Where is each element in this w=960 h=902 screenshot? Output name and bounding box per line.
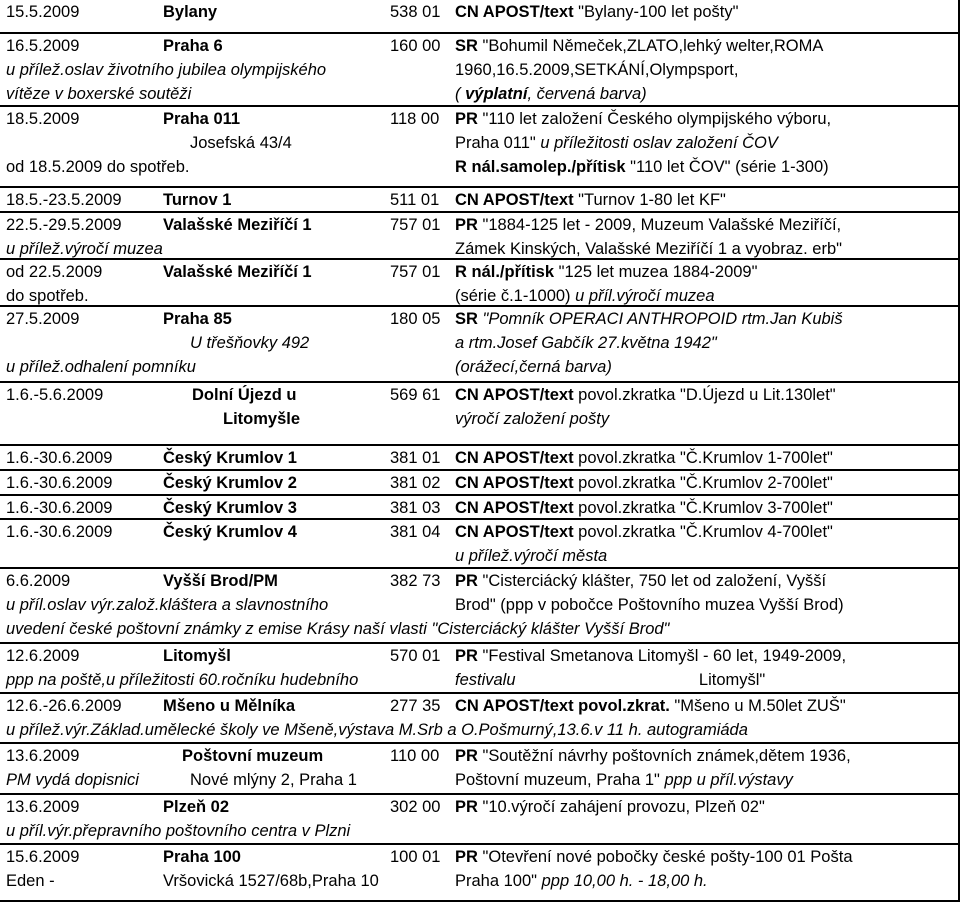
entry-postal-code: 757 01 — [390, 263, 441, 281]
entry-post-office-address: Josefská 43/4 — [190, 134, 292, 152]
description-emphasis: (orážecí,černá barva) — [455, 358, 612, 376]
entry-date: 1.6.-30.6.2009 — [6, 449, 113, 467]
entry-date: 15.5.2009 — [6, 3, 80, 21]
description-text: Poštovní muzeum, Praha 1" — [455, 771, 665, 789]
description-text: "10.výročí zahájení provozu, Plzeň 02" — [477, 798, 765, 816]
entry-post-office-address: U třešňovky 492 — [190, 334, 310, 352]
entry-postal-code: 569 61 — [390, 386, 441, 404]
entry-post-office: Bylany — [163, 3, 218, 21]
description-emphasis: PR — [455, 647, 478, 665]
entry-description-line — [455, 157, 829, 177]
entry-postal-code: 302 00 — [390, 798, 441, 816]
description-emphasis: , červená barva) — [527, 85, 647, 103]
entry-post-office: Dolní Újezd u — [192, 386, 297, 404]
postmark-entry — [0, 32, 958, 107]
entry-post-office: Praha 100 — [163, 848, 241, 866]
entry-post-office: Litomyšl — [163, 647, 231, 665]
entry-description-line — [455, 357, 612, 377]
entry-post-office-address: Nové mlýny 2, Praha 1 — [190, 771, 357, 789]
entry-note: u příl.výr.přepravního poštovního centra v Plzni — [6, 822, 351, 840]
postmark-entry — [0, 793, 958, 845]
entry-description-line — [455, 847, 853, 867]
entry-date: 1.6.-30.6.2009 — [6, 523, 113, 541]
description-emphasis: "Pomník OPERACI ANTHROPOID rtm.Jan Kubiš — [477, 310, 843, 328]
entry-date: 22.5.-29.5.2009 — [6, 216, 122, 234]
postmark-entry — [0, 742, 958, 795]
description-text: "Cisterciácký klášter, 750 let od založení, Vyšší — [477, 572, 827, 590]
description-emphasis: ppp 10,00 h. - 18,00 h. — [541, 872, 708, 890]
description-emphasis: u přílež.výročí města — [455, 547, 608, 565]
description-text: "110 let založení Českého olympijského výboru, — [477, 110, 832, 128]
description-text: "Mšeno u M.50let ZUŠ" — [669, 697, 846, 715]
entry-description-line — [455, 670, 765, 690]
postmark-entry — [0, 642, 958, 694]
description-emphasis: PR — [455, 216, 478, 234]
postmark-entry — [0, 444, 958, 471]
description-emphasis: CN APOST/text — [455, 191, 574, 209]
entry-description-line — [455, 333, 717, 353]
entry-note: PM vydá dopisnici — [6, 771, 139, 789]
entry-post-office: Praha 011 — [163, 110, 241, 128]
description-emphasis: u příležitosti oslav založení ČOV — [540, 134, 778, 152]
postmark-entry — [0, 494, 958, 520]
description-text: 1960,16.5.2009,SETKÁNÍ,Olympsport, — [455, 61, 739, 79]
entry-postal-code: 381 01 — [390, 449, 441, 467]
entry-description-line — [455, 84, 647, 104]
entry-post-office: Český Krumlov 3 — [163, 499, 297, 517]
description-emphasis: PR — [455, 798, 478, 816]
description-emphasis: festivalu — [455, 671, 516, 689]
entry-post-office: Mšeno u Mělníka — [163, 697, 296, 715]
postmark-entry — [0, 567, 958, 644]
description-text: "Bylany-100 let pošty" — [573, 3, 739, 21]
postmark-entry — [0, 186, 958, 213]
description-text: "Otevření nové pobočky české pošty-100 01 Pošta — [477, 848, 853, 866]
description-emphasis: R nál.samolep./přítisk — [455, 158, 626, 176]
entry-post-office: Praha 6 — [163, 37, 223, 55]
entry-note: u přílež.odhalení pomníku — [6, 358, 196, 376]
entry-date: 1.6.-5.6.2009 — [6, 386, 104, 404]
description-text: Praha 100" — [455, 872, 542, 890]
entry-description-line — [455, 646, 846, 666]
entry-description-line — [455, 770, 793, 790]
description-text: Praha 011" — [455, 134, 541, 152]
entry-description-line — [455, 36, 823, 56]
description-text: povol.zkratka "Č.Krumlov 4-700let" — [573, 523, 833, 541]
postmark-entry — [0, 692, 958, 744]
entry-postal-code: 100 01 — [390, 848, 441, 866]
description-text: povol.zkratka "D.Újezd u Lit.130let" — [573, 386, 836, 404]
entry-post-office: Valašské Meziříčí 1 — [163, 263, 312, 281]
description-text: "125 let muzea 1884-2009" — [554, 263, 758, 281]
entry-date: 13.6.2009 — [6, 798, 80, 816]
description-text: "110 let ČOV" (série 1-300) — [625, 158, 829, 176]
entry-post-office: Plzeň 02 — [163, 798, 230, 816]
entry-description-line — [455, 797, 765, 817]
description-text: "Turnov 1-80 let KF" — [573, 191, 726, 209]
entry-date: 12.6.2009 — [6, 647, 80, 665]
postmark-entry — [0, 381, 958, 446]
description-emphasis: SR — [455, 37, 478, 55]
description-emphasis: PR — [455, 848, 478, 866]
entry-date: 18.5.-23.5.2009 — [6, 191, 122, 209]
entry-postal-code: 381 04 — [390, 523, 441, 541]
postmark-entry — [0, 0, 958, 32]
entry-description-line — [455, 746, 851, 766]
entry-postal-code: 118 00 — [390, 110, 440, 128]
entry-description-line — [455, 109, 831, 129]
entry-date: 13.6.2009 — [6, 747, 80, 765]
entry-date: 27.5.2009 — [6, 310, 80, 328]
entry-description-line — [455, 286, 715, 306]
description-text: "Bohumil Němeček,ZLATO,lehký welter,ROMA — [477, 37, 824, 55]
postmark-entry — [0, 843, 958, 902]
entry-description-line — [455, 522, 833, 542]
entry-postal-code: 381 03 — [390, 499, 441, 517]
description-emphasis: CN APOST/text povol.zkrat. — [455, 697, 670, 715]
entry-description-line — [455, 60, 738, 80]
description-emphasis: CN APOST/text — [455, 3, 574, 21]
entry-date: 12.6.-26.6.2009 — [6, 697, 122, 715]
entry-postal-code: 381 02 — [390, 474, 441, 492]
entry-note: do spotřeb. — [6, 287, 89, 305]
entry-post-office: Praha 85 — [163, 310, 232, 328]
entry-date: 1.6.-30.6.2009 — [6, 474, 113, 492]
entry-description-line — [455, 409, 609, 429]
description-emphasis: ( — [455, 85, 466, 103]
entry-note: Eden - — [6, 872, 55, 890]
entry-description-line — [455, 546, 607, 566]
entry-description-line — [455, 133, 778, 153]
entry-description-line — [455, 571, 826, 591]
entry-post-office: Turnov 1 — [163, 191, 232, 209]
entry-date: 18.5.2009 — [6, 110, 80, 128]
entry-description-line — [455, 309, 843, 329]
entry-postal-code: 570 01 — [390, 647, 441, 665]
entry-description-line — [455, 2, 738, 22]
description-emphasis: ppp u příl.výstavy — [664, 771, 793, 789]
entry-note: u příl.oslav výr.založ.kláštera a slavnostního — [6, 596, 329, 614]
entry-post-office: Vyšší Brod/PM — [163, 572, 278, 590]
entry-description-line — [455, 262, 757, 282]
entry-description-line — [455, 473, 833, 493]
description-emphasis: CN APOST/text — [455, 499, 574, 517]
entry-description-line — [455, 385, 836, 405]
entry-postal-code: 538 01 — [390, 3, 441, 21]
entry-wide-note: u přílež.výr.Základ.umělecké školy ve Mšeně,výstava M.Srb a O.Pošmurný,13.6.v 11 h. autogramiáda — [6, 721, 748, 739]
entry-post-office: Český Krumlov 4 — [163, 523, 297, 541]
entry-description-line — [455, 190, 726, 210]
entry-description-line — [455, 595, 844, 615]
entry-description-line — [455, 239, 842, 259]
description-emphasis: výplatní — [465, 85, 528, 103]
entry-postal-code: 110 00 — [390, 747, 440, 765]
postmark-entry — [0, 469, 958, 496]
entry-postal-code: 382 73 — [390, 572, 441, 590]
description-text: povol.zkratka "Č.Krumlov 2-700let" — [573, 474, 833, 492]
postmark-entry — [0, 211, 958, 260]
entry-post-office: Poštovní muzeum — [182, 747, 324, 765]
entry-date: 16.5.2009 — [6, 37, 80, 55]
entry-post-office: Český Krumlov 1 — [163, 449, 297, 467]
description-emphasis: PR — [455, 572, 478, 590]
entry-post-office: Valašské Meziříčí 1 — [163, 216, 312, 234]
description-emphasis: CN APOST/text — [455, 386, 574, 404]
description-text: (série č.1-1000) — [455, 287, 576, 305]
entry-post-office-address: Litomyšle — [223, 410, 301, 428]
description-emphasis: a rtm.Josef Gabčík 27.května 1942" — [455, 334, 717, 352]
entry-note: u přílež.oslav životního jubilea olympijského — [6, 61, 327, 79]
entry-date: 1.6.-30.6.2009 — [6, 499, 113, 517]
entry-post-office: Český Krumlov 2 — [163, 474, 297, 492]
description-text: Zámek Kinských, Valašské Meziříčí 1 a vyobraz. erb" — [455, 240, 843, 258]
entry-note: vítěze v boxerské soutěži — [6, 85, 192, 103]
entry-description-line — [455, 448, 833, 468]
description-emphasis: CN APOST/text — [455, 523, 574, 541]
description-emphasis: CN APOST/text — [455, 474, 574, 492]
postmark-entry — [0, 105, 958, 188]
entry-postal-code: 277 35 — [390, 697, 441, 715]
description-emphasis: CN APOST/text — [455, 449, 574, 467]
entry-date: 6.6.2009 — [6, 572, 71, 590]
entry-description-line — [455, 871, 708, 891]
entry-note: od 18.5.2009 do spotřeb. — [6, 158, 190, 176]
entry-note: ppp na poště,u příležitosti 60.ročníku hudebního — [6, 671, 359, 689]
description-emphasis: SR — [455, 310, 478, 328]
description-text: Litomyšl" — [515, 671, 766, 689]
entry-postal-code: 180 05 — [390, 310, 441, 328]
entry-date: 15.6.2009 — [6, 848, 80, 866]
entry-description-line — [455, 696, 846, 716]
description-text: povol.zkratka "Č.Krumlov 3-700let" — [573, 499, 833, 517]
description-emphasis: R nál./přítisk — [455, 263, 555, 281]
description-emphasis: PR — [455, 747, 478, 765]
postmark-entry — [0, 305, 958, 383]
description-text: povol.zkratka "Č.Krumlov 1-700let" — [573, 449, 833, 467]
entry-postal-code: 160 00 — [390, 37, 441, 55]
entry-postal-code: 757 01 — [390, 216, 441, 234]
entry-post-office-address: Vršovická 1527/68b,Praha 10 — [163, 872, 379, 890]
entry-postal-code: 511 01 — [390, 191, 440, 209]
description-text: Brod" (ppp v pobočce Poštovního muzea Vyšší Brod) — [455, 596, 844, 614]
entry-description-line — [455, 215, 841, 235]
entry-date: od 22.5.2009 — [6, 263, 103, 281]
postmark-entry — [0, 258, 958, 307]
postmark-entry — [0, 518, 958, 569]
entry-note: u přílež.výročí muzea — [6, 240, 163, 258]
description-emphasis: PR — [455, 110, 478, 128]
description-text: "Soutěžní návrhy poštovních známek,dětem 1936, — [477, 747, 851, 765]
entry-wide-note: uvedení české poštovní známky z emise Krásy naší vlasti "Cisterciácký klášter Vyšší Brod" — [6, 620, 670, 638]
description-text: "Festival Smetanova Litomyšl - 60 let, 1949-2009, — [477, 647, 847, 665]
description-emphasis: výročí založení pošty — [455, 410, 610, 428]
description-emphasis: u příl.výročí muzea — [575, 287, 715, 305]
description-text: "1884-125 let - 2009, Muzeum Valašské Meziříčí, — [477, 216, 842, 234]
entry-description-line — [455, 498, 833, 518]
